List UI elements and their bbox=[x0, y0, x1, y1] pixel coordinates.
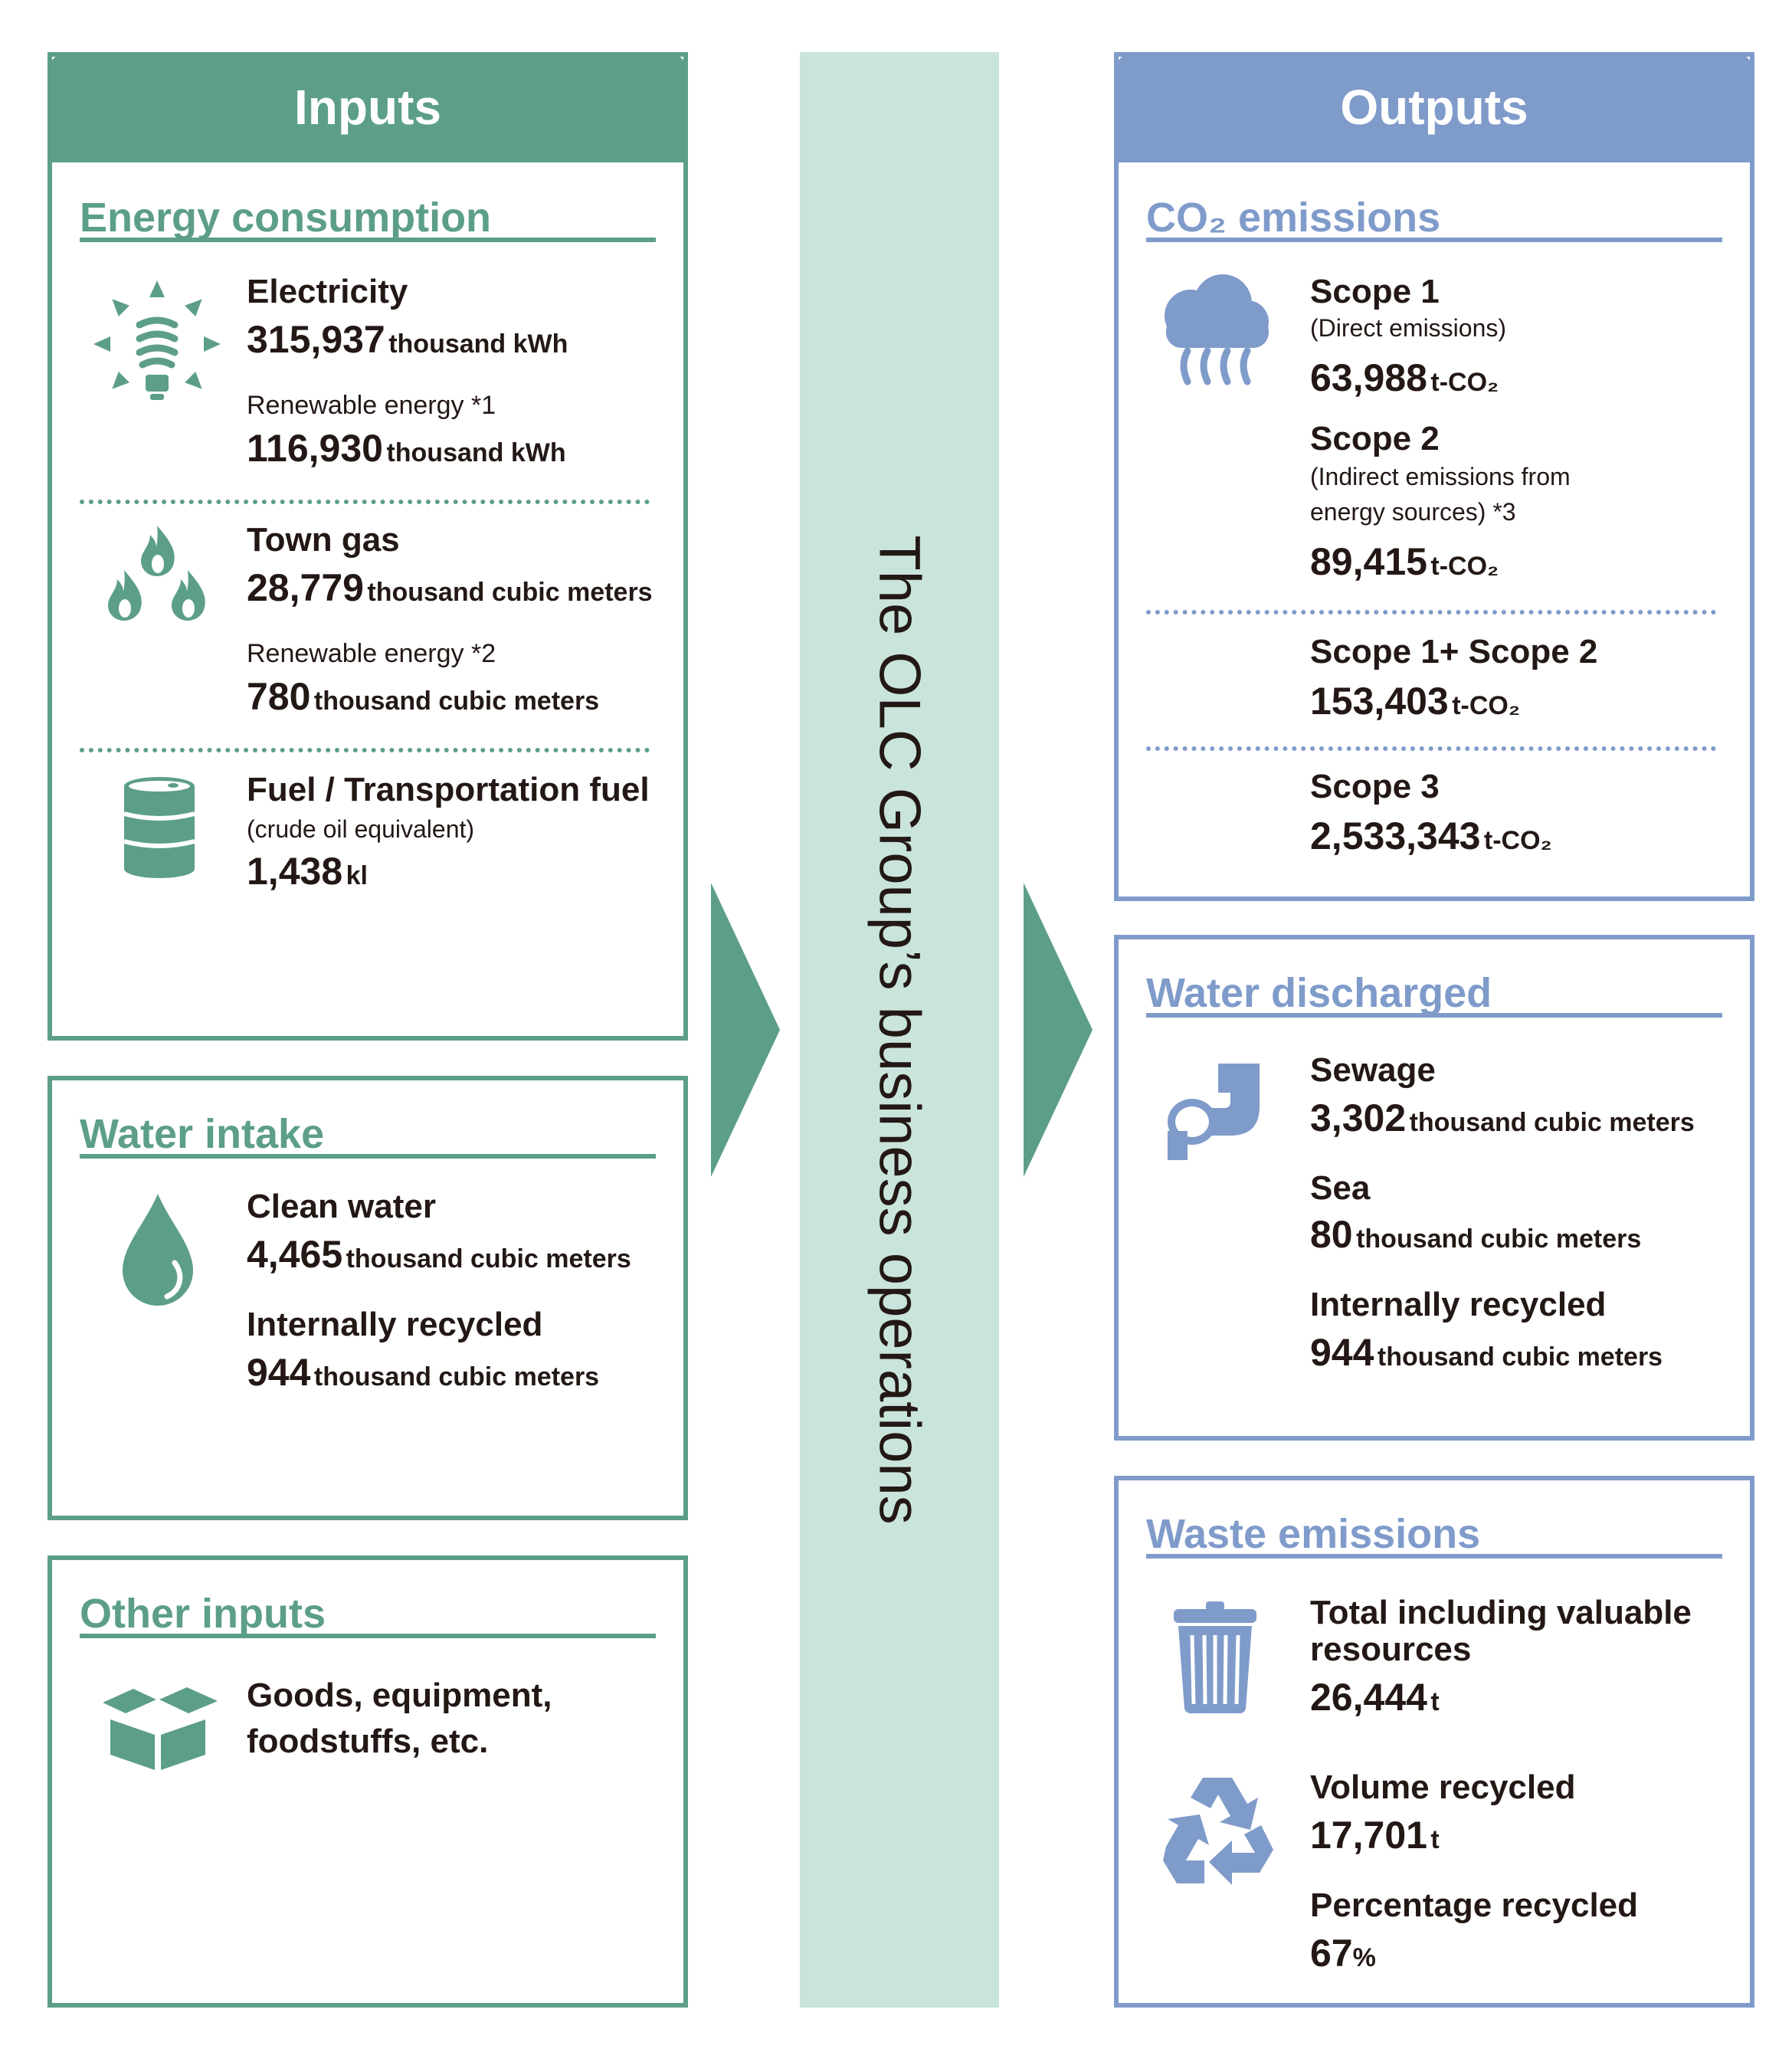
business-operations-label: The OLC Group’s business operations bbox=[867, 535, 932, 1525]
scope12-unit: t-CO₂ bbox=[1452, 691, 1520, 720]
other-inputs-title: Other inputs bbox=[80, 1589, 656, 1638]
scope12-amount bbox=[1310, 679, 1520, 723]
divider bbox=[1146, 610, 1716, 615]
scope2-value: 89,415 bbox=[1310, 540, 1427, 583]
waste-recycled-value: 17,701 bbox=[1310, 1814, 1427, 1857]
sewage-value: 3,302 bbox=[1310, 1096, 1407, 1139]
town-gas-unit: thousand cubic meters bbox=[367, 578, 653, 607]
sewage-amount bbox=[1310, 1096, 1695, 1140]
town-gas-amount bbox=[247, 565, 653, 610]
percentage-recycled-unit: % bbox=[1352, 1943, 1376, 1972]
scope3-value: 2,533,343 bbox=[1310, 815, 1481, 857]
co2-panel bbox=[1114, 52, 1754, 901]
percentage-recycled-amount bbox=[1310, 1931, 1376, 1975]
electricity-renewable-label: Renewable energy *1 bbox=[247, 391, 496, 420]
waste-total-label2: resources bbox=[1310, 1631, 1472, 1668]
divider bbox=[80, 500, 650, 504]
percentage-recycled-label: Percentage recycled bbox=[1310, 1886, 1639, 1924]
sewage-label: Sewage bbox=[1310, 1051, 1436, 1089]
scope12-label: Scope 1+ Scope 2 bbox=[1310, 633, 1598, 670]
recycle-icon bbox=[1160, 1772, 1275, 1886]
divider bbox=[1146, 746, 1716, 751]
electricity-amount bbox=[247, 317, 568, 362]
town-gas-value: 28,779 bbox=[247, 566, 364, 609]
trash-can-icon bbox=[1172, 1600, 1258, 1715]
electricity-renewable-value: 116,930 bbox=[247, 427, 383, 470]
water-intake-title: Water intake bbox=[80, 1110, 656, 1159]
scope2-sub2: energy sources) *3 bbox=[1310, 498, 1516, 526]
scope2-unit: t-CO₂ bbox=[1430, 552, 1499, 581]
water-intake-panel bbox=[48, 1076, 688, 1520]
scope1-value: 63,988 bbox=[1310, 356, 1427, 399]
clean-water-value: 4,465 bbox=[247, 1233, 343, 1276]
clean-water-label: Clean water bbox=[247, 1188, 436, 1225]
discharged-recycled-amount bbox=[1310, 1330, 1663, 1375]
sea-label: Sea bbox=[1310, 1169, 1371, 1207]
waste-title: Waste emissions bbox=[1146, 1509, 1722, 1559]
scope3-amount bbox=[1310, 814, 1552, 858]
intake-recycled-value: 944 bbox=[247, 1351, 311, 1394]
arrow-right-icon bbox=[1024, 883, 1093, 1177]
water-discharged-panel bbox=[1114, 935, 1754, 1441]
sewage-unit: thousand cubic meters bbox=[1409, 1108, 1695, 1137]
waste-total-label1: Total including valuable bbox=[1310, 1594, 1692, 1631]
fuel-value: 1,438 bbox=[247, 850, 343, 893]
waste-recycled-label: Volume recycled bbox=[1310, 1768, 1576, 1806]
town-gas-renewable-unit: thousand cubic meters bbox=[313, 687, 600, 716]
scope1-sub: (Direct emissions) bbox=[1310, 314, 1507, 342]
scope1-amount bbox=[1310, 356, 1499, 400]
electricity-renewable-amount bbox=[247, 426, 566, 470]
scope2-sub1: (Indirect emissions from bbox=[1310, 463, 1571, 490]
box-icon bbox=[95, 1680, 221, 1772]
town-gas-renewable-label: Renewable energy *2 bbox=[247, 639, 496, 668]
electricity-value: 315,937 bbox=[247, 318, 385, 361]
other-inputs-line1: Goods, equipment, bbox=[247, 1677, 552, 1714]
scope1-unit: t-CO₂ bbox=[1430, 368, 1499, 397]
waste-total-unit: t bbox=[1430, 1687, 1440, 1716]
inputs-header: Inputs bbox=[48, 52, 688, 162]
other-inputs-panel bbox=[48, 1555, 688, 2008]
intake-recycled-amount bbox=[247, 1350, 599, 1395]
sea-amount bbox=[1310, 1212, 1641, 1257]
oil-drum-icon bbox=[123, 775, 196, 880]
scope3-unit: t-CO₂ bbox=[1483, 826, 1552, 855]
electricity-label: Electricity bbox=[247, 273, 408, 310]
town-gas-renewable-value: 780 bbox=[247, 675, 311, 718]
electricity-renewable-unit: thousand kWh bbox=[386, 438, 566, 467]
clean-water-unit: thousand cubic meters bbox=[346, 1244, 631, 1273]
discharged-recycled-value: 944 bbox=[1310, 1331, 1374, 1374]
business-operations-band bbox=[800, 52, 999, 2008]
town-gas-label: Town gas bbox=[247, 521, 400, 559]
sea-value: 80 bbox=[1310, 1213, 1353, 1256]
scope2-label: Scope 2 bbox=[1310, 420, 1440, 457]
waste-recycled-amount bbox=[1310, 1813, 1440, 1857]
cloud-emissions-icon bbox=[1157, 271, 1272, 386]
fuel-amount bbox=[247, 849, 368, 893]
water-drop-icon bbox=[121, 1192, 195, 1307]
town-gas-renewable-amount bbox=[247, 674, 599, 719]
fuel-sub: (crude oil equivalent) bbox=[247, 815, 475, 843]
clean-water-amount bbox=[247, 1232, 631, 1277]
fuel-label: Fuel / Transportation fuel bbox=[247, 771, 650, 808]
sea-unit: thousand cubic meters bbox=[1356, 1224, 1642, 1254]
pipe-icon bbox=[1165, 1062, 1264, 1162]
divider bbox=[80, 748, 650, 752]
scope1-label: Scope 1 bbox=[1310, 273, 1440, 310]
energy-title: Energy consumption bbox=[80, 193, 656, 242]
arrow-right-icon bbox=[711, 883, 780, 1177]
waste-total-amount bbox=[1310, 1675, 1440, 1719]
lightbulb-icon bbox=[92, 279, 222, 409]
percentage-recycled-value: 67 bbox=[1310, 1932, 1353, 1975]
water-discharged-title: Water discharged bbox=[1146, 969, 1722, 1018]
intake-recycled-unit: thousand cubic meters bbox=[313, 1362, 600, 1391]
fuel-unit: kl bbox=[346, 861, 368, 890]
outputs-header: Outputs bbox=[1114, 52, 1754, 162]
co2-title: CO₂ emissions bbox=[1146, 193, 1722, 242]
waste-recycled-unit: t bbox=[1430, 1825, 1440, 1854]
discharged-recycled-unit: thousand cubic meters bbox=[1377, 1342, 1663, 1372]
intake-recycled-label: Internally recycled bbox=[247, 1306, 543, 1343]
scope3-label: Scope 3 bbox=[1310, 768, 1440, 805]
scope12-value: 153,403 bbox=[1310, 680, 1449, 723]
discharged-recycled-label: Internally recycled bbox=[1310, 1286, 1607, 1323]
flame-icon bbox=[107, 524, 207, 624]
other-inputs-line2: foodstuffs, etc. bbox=[247, 1723, 489, 1760]
scope2-amount bbox=[1310, 539, 1499, 584]
energy-panel bbox=[48, 52, 688, 1041]
electricity-unit: thousand kWh bbox=[388, 329, 568, 359]
waste-panel bbox=[1114, 1476, 1754, 2008]
waste-total-value: 26,444 bbox=[1310, 1676, 1427, 1719]
